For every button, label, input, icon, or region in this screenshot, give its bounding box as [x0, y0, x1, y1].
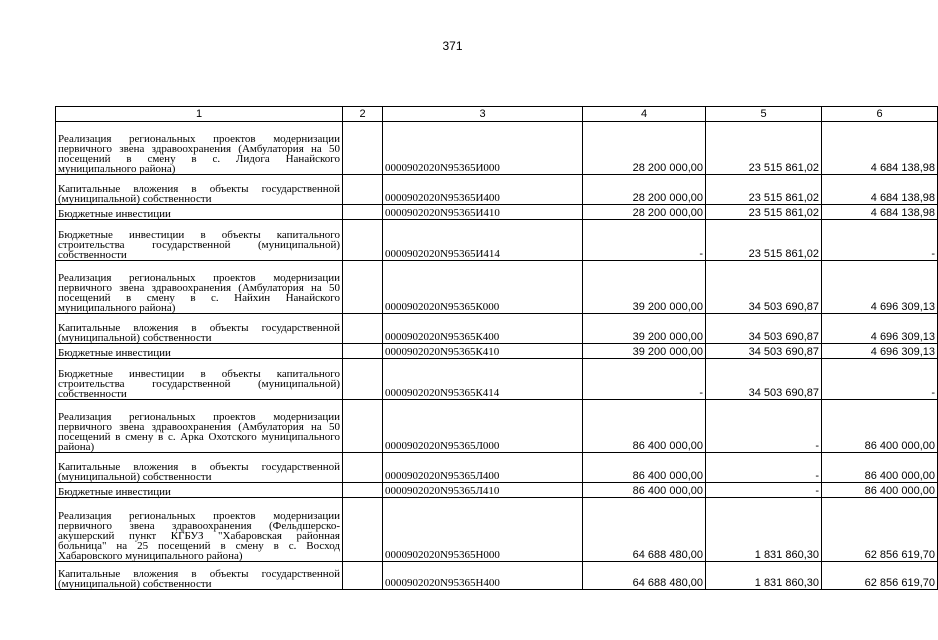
row-col2 — [343, 220, 383, 261]
row-col2 — [343, 314, 383, 344]
row-description: Бюджетные инвестиции в объекты капитального строительства государственной (муниципальной) собственности — [56, 220, 343, 261]
row-col2 — [343, 400, 383, 453]
row-col2 — [343, 359, 383, 400]
row-description: Бюджетные инвестиции — [56, 344, 343, 359]
row-value-4: 64 688 480,00 — [583, 562, 706, 590]
table-row — [56, 344, 938, 359]
row-col2 — [343, 453, 383, 483]
budget-table — [55, 106, 938, 590]
row-value-5: 23 515 861,02 — [706, 122, 822, 175]
row-col2 — [343, 344, 383, 359]
row-value-5: 23 515 861,02 — [706, 175, 822, 205]
column-header-1: 1 — [56, 107, 343, 122]
row-code: 0000902020N95365К414 — [383, 359, 583, 400]
row-code: 0000902020N95365И000 — [383, 122, 583, 175]
row-code: 0000902020N95365И414 — [383, 220, 583, 261]
table-row — [56, 562, 938, 590]
row-value-6: 4 684 138,98 — [822, 205, 938, 220]
column-header-4: 4 — [583, 107, 706, 122]
row-value-6: - — [822, 359, 938, 400]
row-value-5: 34 503 690,87 — [706, 359, 822, 400]
row-value-4: - — [583, 220, 706, 261]
row-col2 — [343, 562, 383, 590]
row-value-4: 86 400 000,00 — [583, 400, 706, 453]
row-description: Бюджетные инвестиции — [56, 483, 343, 498]
table-row — [56, 122, 938, 175]
row-code: 0000902020N95365И400 — [383, 175, 583, 205]
table-row — [56, 453, 938, 483]
row-code: 0000902020N95365И410 — [383, 205, 583, 220]
row-description: Капитальные вложения в объекты государственной (муниципальной) собственности — [56, 314, 343, 344]
page-number: 371 — [442, 39, 463, 53]
row-value-5: 23 515 861,02 — [706, 220, 822, 261]
row-value-5: 34 503 690,87 — [706, 344, 822, 359]
row-code: 0000902020N95365Л400 — [383, 453, 583, 483]
row-value-4: 86 400 000,00 — [583, 483, 706, 498]
row-value-5: - — [706, 453, 822, 483]
row-code: 0000902020N95365К000 — [383, 261, 583, 314]
row-value-4: 64 688 480,00 — [583, 498, 706, 562]
row-value-5: 34 503 690,87 — [706, 261, 822, 314]
row-value-4: 39 200 000,00 — [583, 344, 706, 359]
row-value-5: 34 503 690,87 — [706, 314, 822, 344]
row-description: Капитальные вложения в объекты государственной (муниципальной) собственности — [56, 175, 343, 205]
row-col2 — [343, 205, 383, 220]
row-description: Бюджетные инвестиции — [56, 205, 343, 220]
row-value-4: 39 200 000,00 — [583, 261, 706, 314]
row-description: Бюджетные инвестиции в объекты капитального строительства государственной (муниципальной) собственности — [56, 359, 343, 400]
row-col2 — [343, 122, 383, 175]
column-header-2: 2 — [343, 107, 383, 122]
row-value-4: 28 200 000,00 — [583, 175, 706, 205]
table-row — [56, 314, 938, 344]
row-value-6: 86 400 000,00 — [822, 453, 938, 483]
row-value-6: 86 400 000,00 — [822, 400, 938, 453]
table-row — [56, 483, 938, 498]
row-code: 0000902020N95365Н400 — [383, 562, 583, 590]
row-col2 — [343, 175, 383, 205]
row-value-5: 23 515 861,02 — [706, 205, 822, 220]
row-col2 — [343, 483, 383, 498]
row-value-6: 62 856 619,70 — [822, 562, 938, 590]
row-description: Реализация региональных проектов модернизации первичного звена здравоохранения (Амбулатория на 50 посещений в смену в с. Лидога Нанайского муниципального района) — [56, 122, 343, 175]
row-value-5: 1 831 860,30 — [706, 498, 822, 562]
table-row — [56, 261, 938, 314]
row-value-5: 1 831 860,30 — [706, 562, 822, 590]
row-value-4: 28 200 000,00 — [583, 122, 706, 175]
table-row — [56, 400, 938, 453]
row-value-6: 62 856 619,70 — [822, 498, 938, 562]
table-body — [56, 122, 938, 590]
row-value-6: 4 696 309,13 — [822, 314, 938, 344]
column-header-3: 3 — [383, 107, 583, 122]
row-value-5: - — [706, 483, 822, 498]
table-row — [56, 220, 938, 261]
row-col2 — [343, 498, 383, 562]
table-header — [56, 107, 938, 122]
row-code: 0000902020N95365Н000 — [383, 498, 583, 562]
row-value-6: 4 684 138,98 — [822, 122, 938, 175]
row-value-6: 86 400 000,00 — [822, 483, 938, 498]
table-row — [56, 175, 938, 205]
row-value-4: 86 400 000,00 — [583, 453, 706, 483]
row-code: 0000902020N95365К410 — [383, 344, 583, 359]
table-row — [56, 498, 938, 562]
table-row — [56, 205, 938, 220]
row-description: Капитальные вложения в объекты государственной (муниципальной) собственности — [56, 453, 343, 483]
row-value-4: 39 200 000,00 — [583, 314, 706, 344]
column-header-6: 6 — [822, 107, 938, 122]
row-description: Реализация региональных проектов модернизации первичного звена здравоохранения (Амбулатория на 50 посещений в смену в с. Найхин Нанайского муниципального района) — [56, 261, 343, 314]
header-row — [56, 107, 938, 122]
row-value-5: - — [706, 400, 822, 453]
row-description: Капитальные вложения в объекты государственной (муниципальной) собственности — [56, 562, 343, 590]
row-description: Реализация региональных проектов модернизации первичного звена здравоохранения (Фельдшерско-акушерский пункт КГБУЗ "Хабаровская районная больница" на 25 посещений в смену в с. Восход Хабаровского муниципального района) — [56, 498, 343, 562]
row-code: 0000902020N95365Л410 — [383, 483, 583, 498]
table-row — [56, 359, 938, 400]
row-col2 — [343, 261, 383, 314]
row-value-6: 4 684 138,98 — [822, 175, 938, 205]
row-value-6: 4 696 309,13 — [822, 344, 938, 359]
row-value-4: 28 200 000,00 — [583, 205, 706, 220]
row-value-6: - — [822, 220, 938, 261]
column-header-5: 5 — [706, 107, 822, 122]
row-code: 0000902020N95365Л000 — [383, 400, 583, 453]
row-value-6: 4 696 309,13 — [822, 261, 938, 314]
row-description: Реализация региональных проектов модернизации первичного звена здравоохранения (Амбулатория на 50 посещений в смену в с. Арка Охотского муниципального района) — [56, 400, 343, 453]
row-value-4: - — [583, 359, 706, 400]
row-code: 0000902020N95365К400 — [383, 314, 583, 344]
